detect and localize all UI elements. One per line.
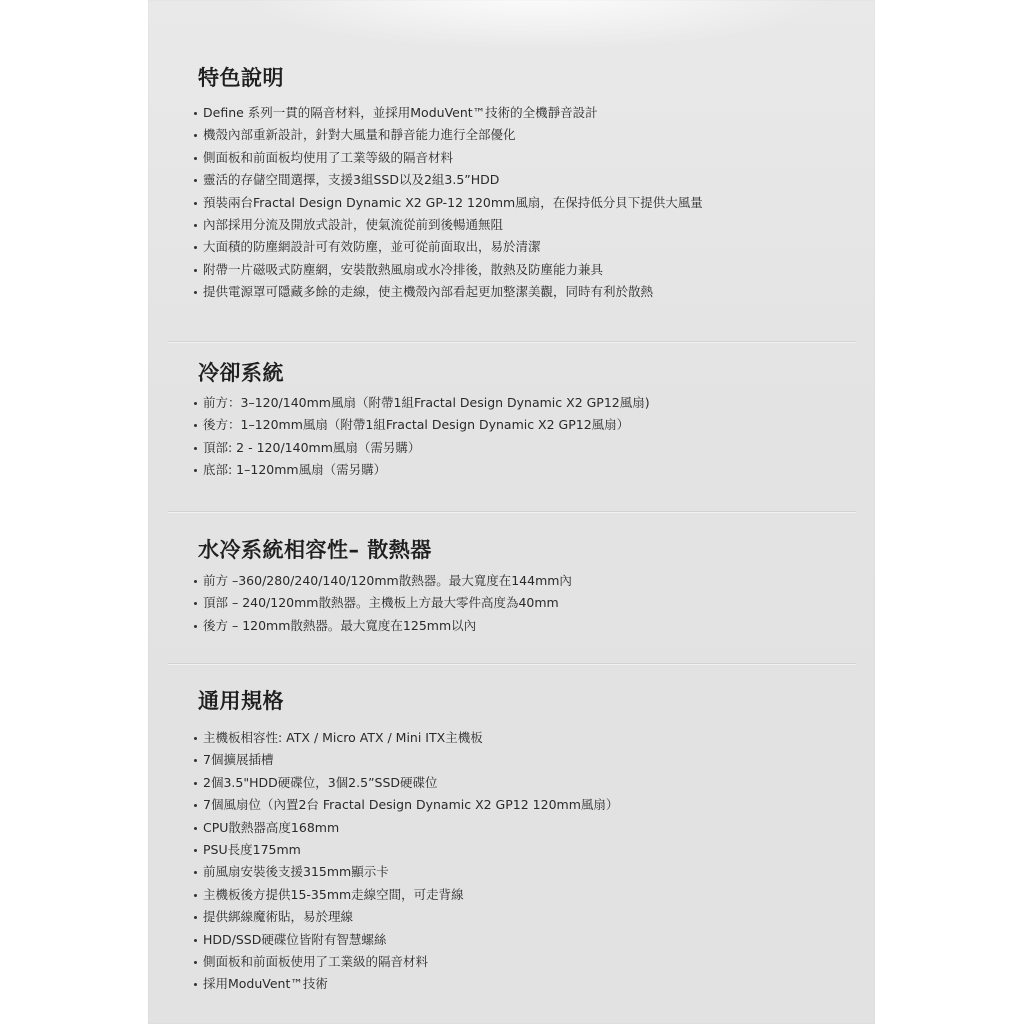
list-item: 採用ModuVent™技術 <box>193 973 618 995</box>
list-item: 內部採用分流及開放式設計，使氣流從前到後暢通無阻 <box>193 214 703 236</box>
spec-panel <box>148 0 875 1024</box>
list-item: 前方：3–120/140mm風扇（附帶1組Fractal Design Dynamic X2 GP12風扇) <box>193 392 650 414</box>
list-item: 提供綁線魔術貼，易於理線 <box>193 906 618 928</box>
radiator-heading: 水冷系統相容性– 散熱器 <box>198 538 432 562</box>
list-item: 主機板後方提供15-35mm走線空間，可走背線 <box>193 884 618 906</box>
features-heading: 特色說明 <box>198 66 284 90</box>
list-item: 底部: 1–120mm風扇（需另購） <box>193 459 650 481</box>
list-item: 7個擴展插槽 <box>193 749 618 771</box>
general-heading: 通用規格 <box>198 689 284 713</box>
list-item: CPU散熱器高度168mm <box>193 817 618 839</box>
list-item: 側面板和前面板使用了工業級的隔音材料 <box>193 951 618 973</box>
section-divider <box>168 663 856 664</box>
list-item: 頂部: 2 - 120/140mm風扇（需另購） <box>193 437 650 459</box>
list-item: 主機板相容性: ATX / Micro ATX / Mini ITX主機板 <box>193 727 618 749</box>
list-item: 機殼內部重新設計，針對大風量和靜音能力進行全部優化 <box>193 124 703 146</box>
section-divider <box>168 511 856 512</box>
list-item: 頂部 – 240/120mm散熱器。主機板上方最大零件高度為40mm <box>193 592 572 614</box>
cooling-heading: 冷卻系統 <box>198 361 284 385</box>
list-item: PSU長度175mm <box>193 839 618 861</box>
cooling-list <box>193 392 650 482</box>
features-list <box>193 102 703 304</box>
list-item: 前方 –360/280/240/140/120mm散熱器。最大寬度在144mm內 <box>193 570 572 592</box>
list-item: 後方：1–120mm風扇（附帶1組Fractal Design Dynamic X2 GP12風扇） <box>193 414 650 436</box>
section-divider <box>168 341 856 342</box>
list-item: 側面板和前面板均使用了工業等級的隔音材料 <box>193 147 703 169</box>
list-item: 附帶一片磁吸式防塵網，安裝散熱風扇或水冷排後，散熱及防塵能力兼具 <box>193 259 703 281</box>
general-list <box>193 727 618 996</box>
list-item: 提供電源罩可隱藏多餘的走線，使主機殼內部看起更加整潔美觀，同時有利於散熱 <box>193 281 703 303</box>
radiator-list <box>193 570 572 637</box>
list-item: 7個風扇位（內置2台 Fractal Design Dynamic X2 GP12 120mm風扇） <box>193 794 618 816</box>
list-item: 2個3.5"HDD硬碟位，3個2.5”SSD硬碟位 <box>193 772 618 794</box>
list-item: 靈活的存儲空間選擇，支援3組SSD以及2組3.5”HDD <box>193 169 703 191</box>
list-item: 預裝兩台Fractal Design Dynamic X2 GP-12 120mm風扇，在保持低分貝下提供大風量 <box>193 192 703 214</box>
list-item: 前風扇安裝後支援315mm顯示卡 <box>193 861 618 883</box>
list-item: 大面積的防塵網設計可有效防塵，並可從前面取出，易於清潔 <box>193 236 703 258</box>
list-item: 後方 – 120mm散熱器。最大寬度在125mm以內 <box>193 615 572 637</box>
list-item: Define 系列一貫的隔音材料，並採用ModuVent™技術的全機靜音設計 <box>193 102 703 124</box>
list-item: HDD/SSD硬碟位皆附有智慧螺絲 <box>193 929 618 951</box>
